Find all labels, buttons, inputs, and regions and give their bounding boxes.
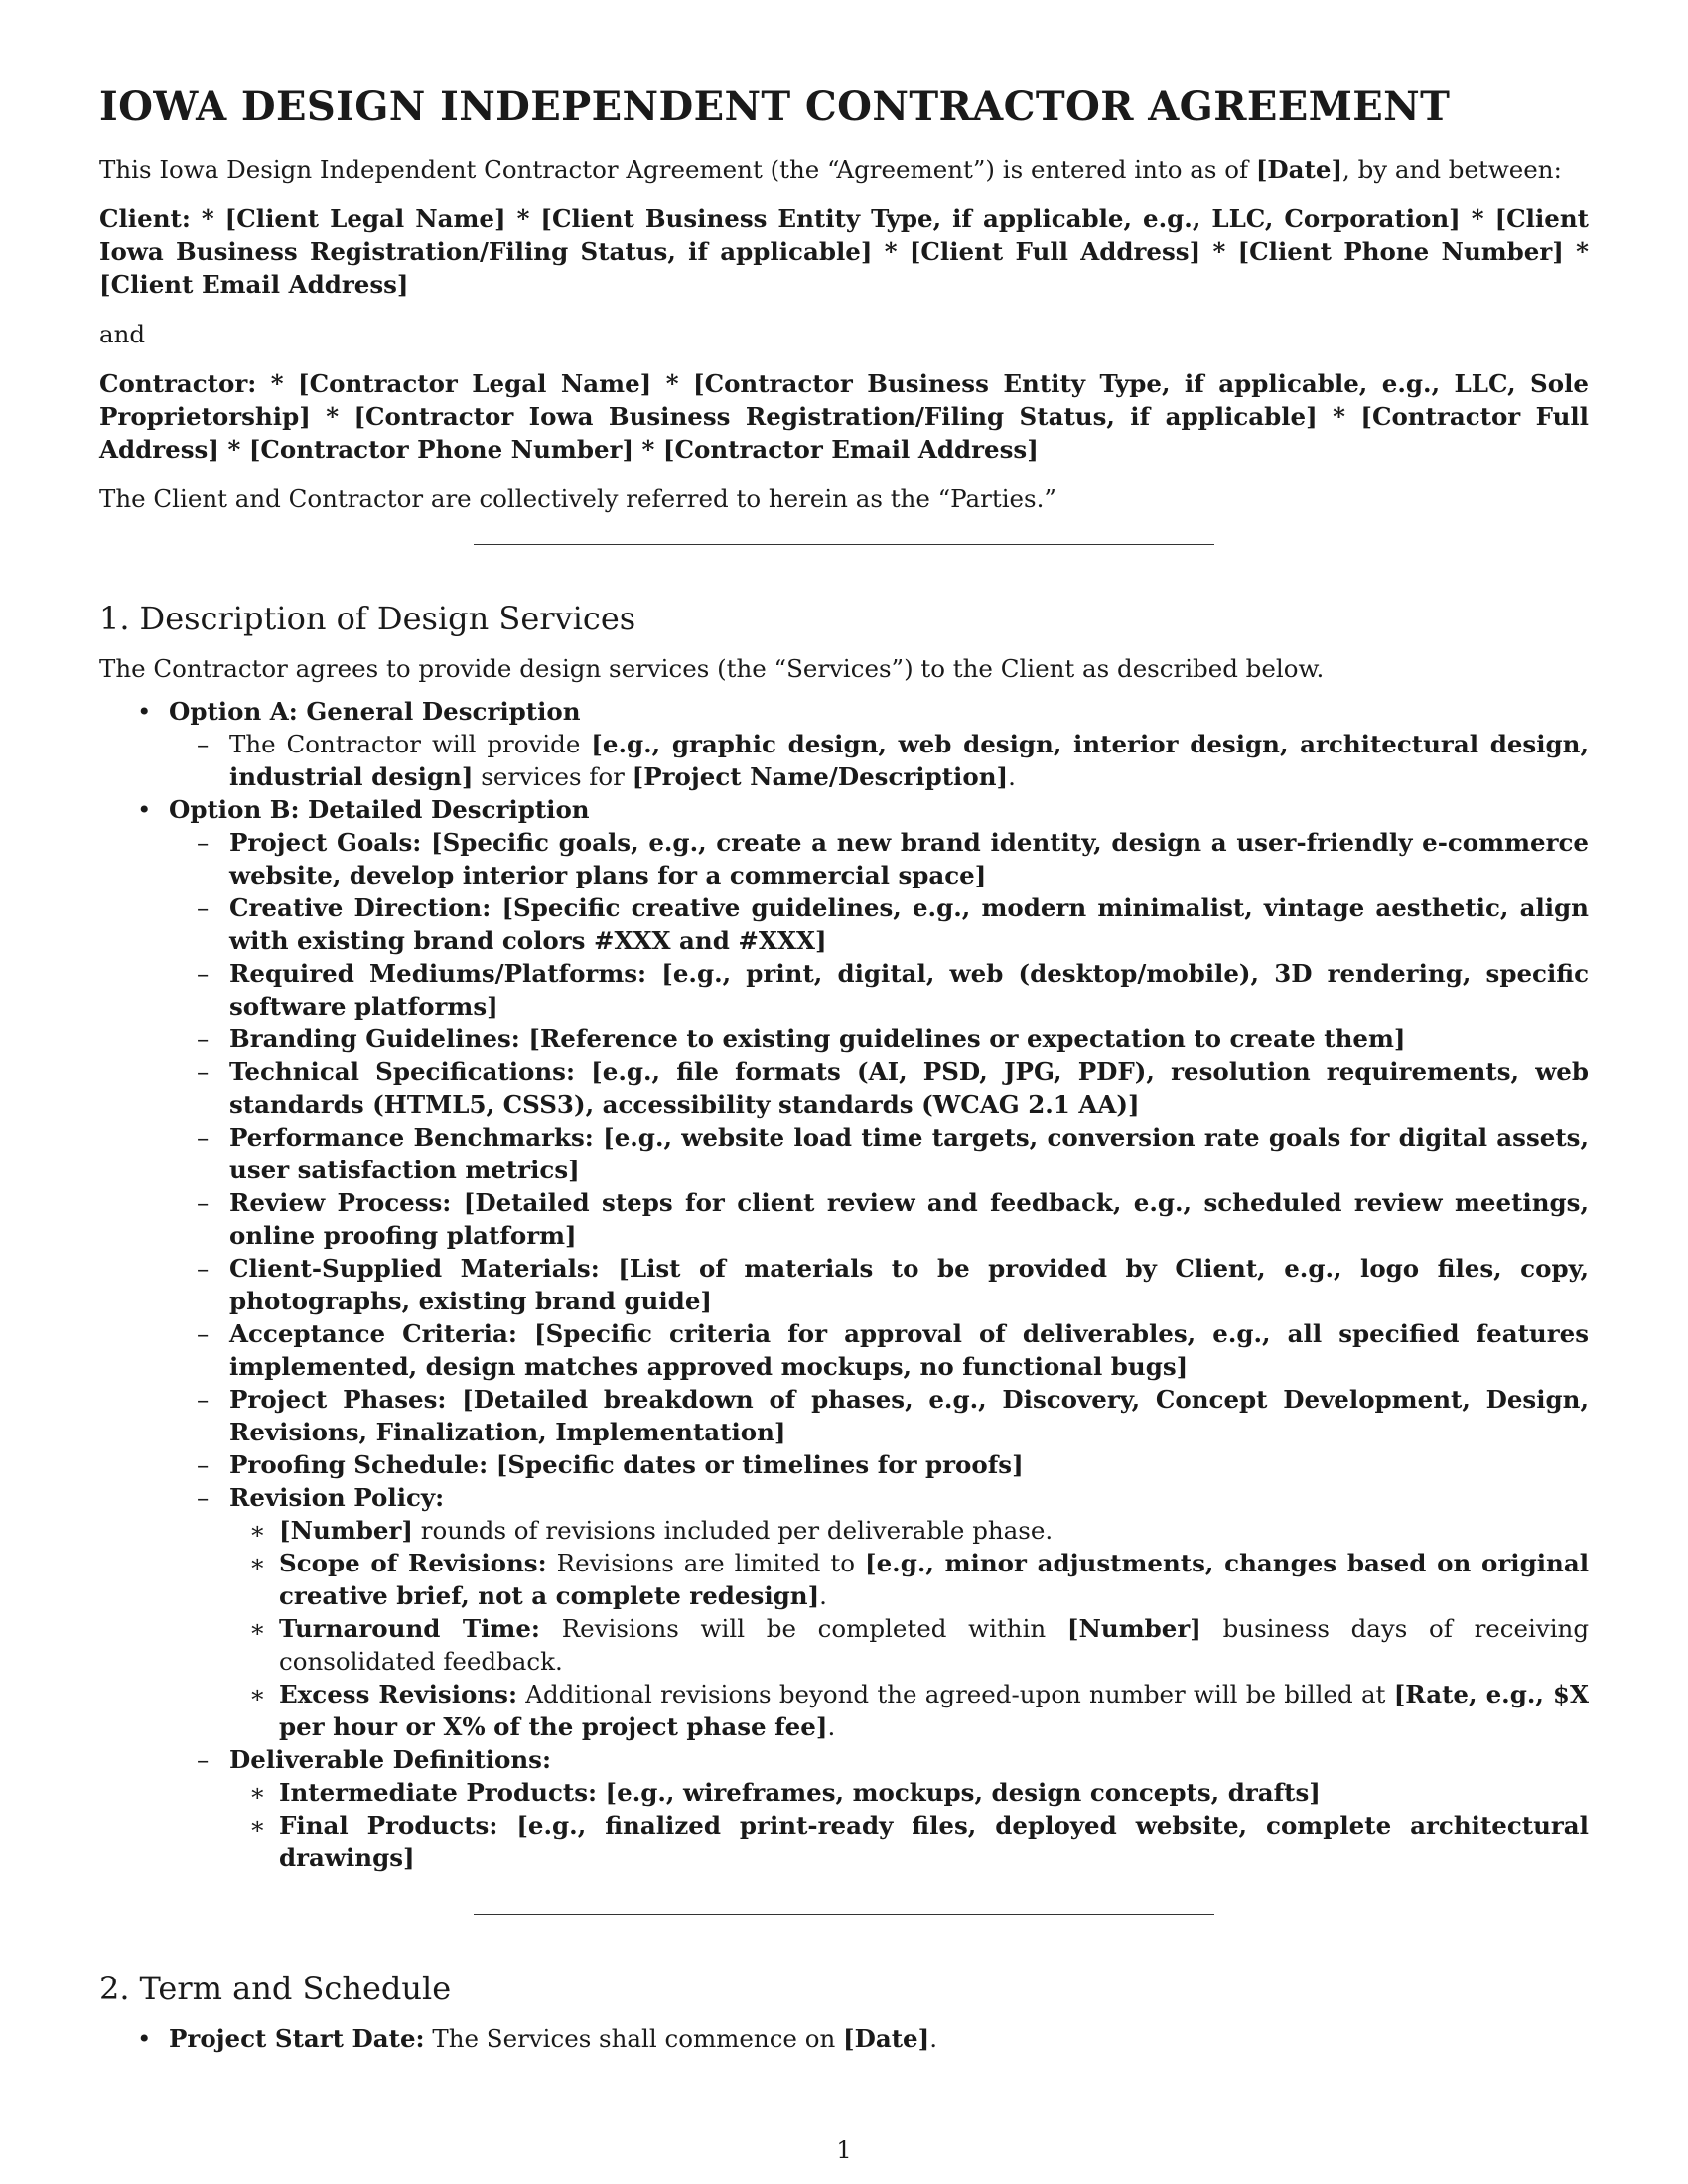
option-b-label: Option B: Detailed Description xyxy=(169,795,590,824)
client-details: Client: * [Client Legal Name] * [Client Business Entity Type, if applicable, e.g., LLC, Corporation] * [Client Iowa Business Registration/Filing Status, if applicable] * [Client Full Address] * [Client Phone Number] * [Client Email Address] xyxy=(99,205,1589,299)
divider-1 xyxy=(99,532,1589,599)
list-item: – Client-Supplied Materials: [List of materials to be provided by Client, e.g., logo files, copy, photographs, existing brand guide] xyxy=(169,1252,1589,1317)
list-item: ∗ [Number] rounds of revisions included per deliverable phase. xyxy=(229,1514,1589,1547)
list-item xyxy=(99,695,1589,793)
services-options-list xyxy=(99,695,1589,1874)
and-text: and xyxy=(99,320,146,348)
list-item: – Proofing Schedule: [Specific dates or timelines for proofs] xyxy=(169,1448,1589,1481)
list-item: ∗ Intermediate Products: [e.g., wireframes, mockups, design concepts, drafts] xyxy=(229,1776,1589,1809)
list-item: – Branding Guidelines: [Reference to existing guidelines or expectation to create them] xyxy=(169,1023,1589,1055)
list-item: – The Contractor will provide [e.g., graphic design, web design, interior design, architectural design, industrial design] services for [Project Name/Description]. xyxy=(169,728,1589,793)
client-block xyxy=(99,203,1589,301)
list-item: ∗ Excess Revisions: Additional revisions beyond the agreed-upon number will be billed at [Rate, e.g., $X per hour or X% of the project phase fee]. xyxy=(229,1678,1589,1743)
list-item: ∗ Scope of Revisions: Revisions are limited to [e.g., minor adjustments, changes based on original creative brief, not a complete redesign]. xyxy=(229,1547,1589,1612)
revision-policy-list xyxy=(229,1514,1589,1743)
option-a-label: Option A: General Description xyxy=(169,697,581,726)
option-b-list xyxy=(39,826,1589,1874)
contractor-block xyxy=(99,367,1589,466)
list-item xyxy=(99,793,1589,1874)
intro-paragraph xyxy=(99,153,1589,186)
list-item: – Project Goals: [Specific goals, e.g., create a new brand identity, design a user-friendly e-commerce website, develop interior plans for a commercial space] xyxy=(169,826,1589,891)
list-item: – Acceptance Criteria: [Specific criteria for approval of deliverables, e.g., all specified features implemented, design matches approved mockups, no functional bugs] xyxy=(169,1317,1589,1383)
list-item xyxy=(169,1743,1589,1874)
intro-suffix: , by and between: xyxy=(1342,155,1562,184)
page-number: 1 xyxy=(836,2136,852,2164)
list-item: – Review Process: [Detailed steps for client review and feedback, e.g., scheduled review meetings, online proofing platform] xyxy=(169,1186,1589,1252)
section-2-title: Term and Schedule xyxy=(139,1970,452,2007)
schedule-list xyxy=(99,2022,1589,2055)
section-1-intro: The Contractor agrees to provide design services (the “Services”) to the Client as described below. xyxy=(99,654,1325,683)
list-item: – Required Mediums/Platforms: [e.g., print, digital, web (desktop/mobile), 3D rendering, specific software platforms] xyxy=(169,957,1589,1023)
deliverables-label: Deliverable Definitions: xyxy=(229,1745,551,1774)
divider-2 xyxy=(99,1874,1589,1969)
list-item: – Technical Specifications: [e.g., file formats (AI, PSD, JPG, PDF), resolution requirements, web standards (HTML5, CSS3), accessibility standards (WCAG 2.1 AA)] xyxy=(169,1055,1589,1121)
section-1-number: 1. xyxy=(99,600,130,637)
list-item: – Project Phases: [Detailed breakdown of phases, e.g., Discovery, Concept Development, Design, Revisions, Finalization, Implementation] xyxy=(169,1383,1589,1448)
list-item: – Creative Direction: [Specific creative guidelines, e.g., modern minimalist, vintage aesthetic, align with existing brand colors #XXX and #XXX] xyxy=(169,891,1589,957)
list-item: – Performance Benchmarks: [e.g., website load time targets, conversion rate goals for digital assets, user satisfaction metrics] xyxy=(169,1121,1589,1186)
list-item: ∗ Final Products: [e.g., finalized print-ready files, deployed website, complete architectural drawings] xyxy=(229,1809,1589,1874)
list-item: ∗ Turnaround Time: Revisions will be completed within [Number] business days of receiving consolidated feedback. xyxy=(229,1612,1589,1678)
list-item xyxy=(169,1481,1589,1743)
section-2-heading xyxy=(99,1969,1589,2008)
list-item: • Project Start Date: The Services shall commence on [Date]. xyxy=(99,2022,1589,2055)
parties-paragraph: The Client and Contractor are collectively referred to herein as the “Parties.” xyxy=(99,484,1056,513)
section-1-heading xyxy=(99,599,1589,638)
intro-text: This Iowa Design Independent Contractor Agreement (the “Agreement”) is entered into as of xyxy=(99,155,1256,184)
contractor-details: Contractor: * [Contractor Legal Name] * [Contractor Business Entity Type, if applicable, e.g., LLC, Sole Proprietorship] * [Contractor Iowa Business Registration/Filing Status, if applicable] * [Contractor Full Address] * [Contractor Phone Number] * [Contractor Email Address] xyxy=(99,369,1589,464)
deliverables-list xyxy=(229,1776,1589,1874)
revision-policy-label: Revision Policy: xyxy=(229,1483,445,1512)
document-page xyxy=(99,83,1589,2055)
agreement-date-placeholder: [Date] xyxy=(1255,155,1343,184)
section-1-title: Description of Design Services xyxy=(139,600,636,637)
document-title: IOWA DESIGN INDEPENDENT CONTRACTOR AGREEMENT xyxy=(99,83,1451,130)
section-2-number: 2. xyxy=(99,1970,130,2007)
